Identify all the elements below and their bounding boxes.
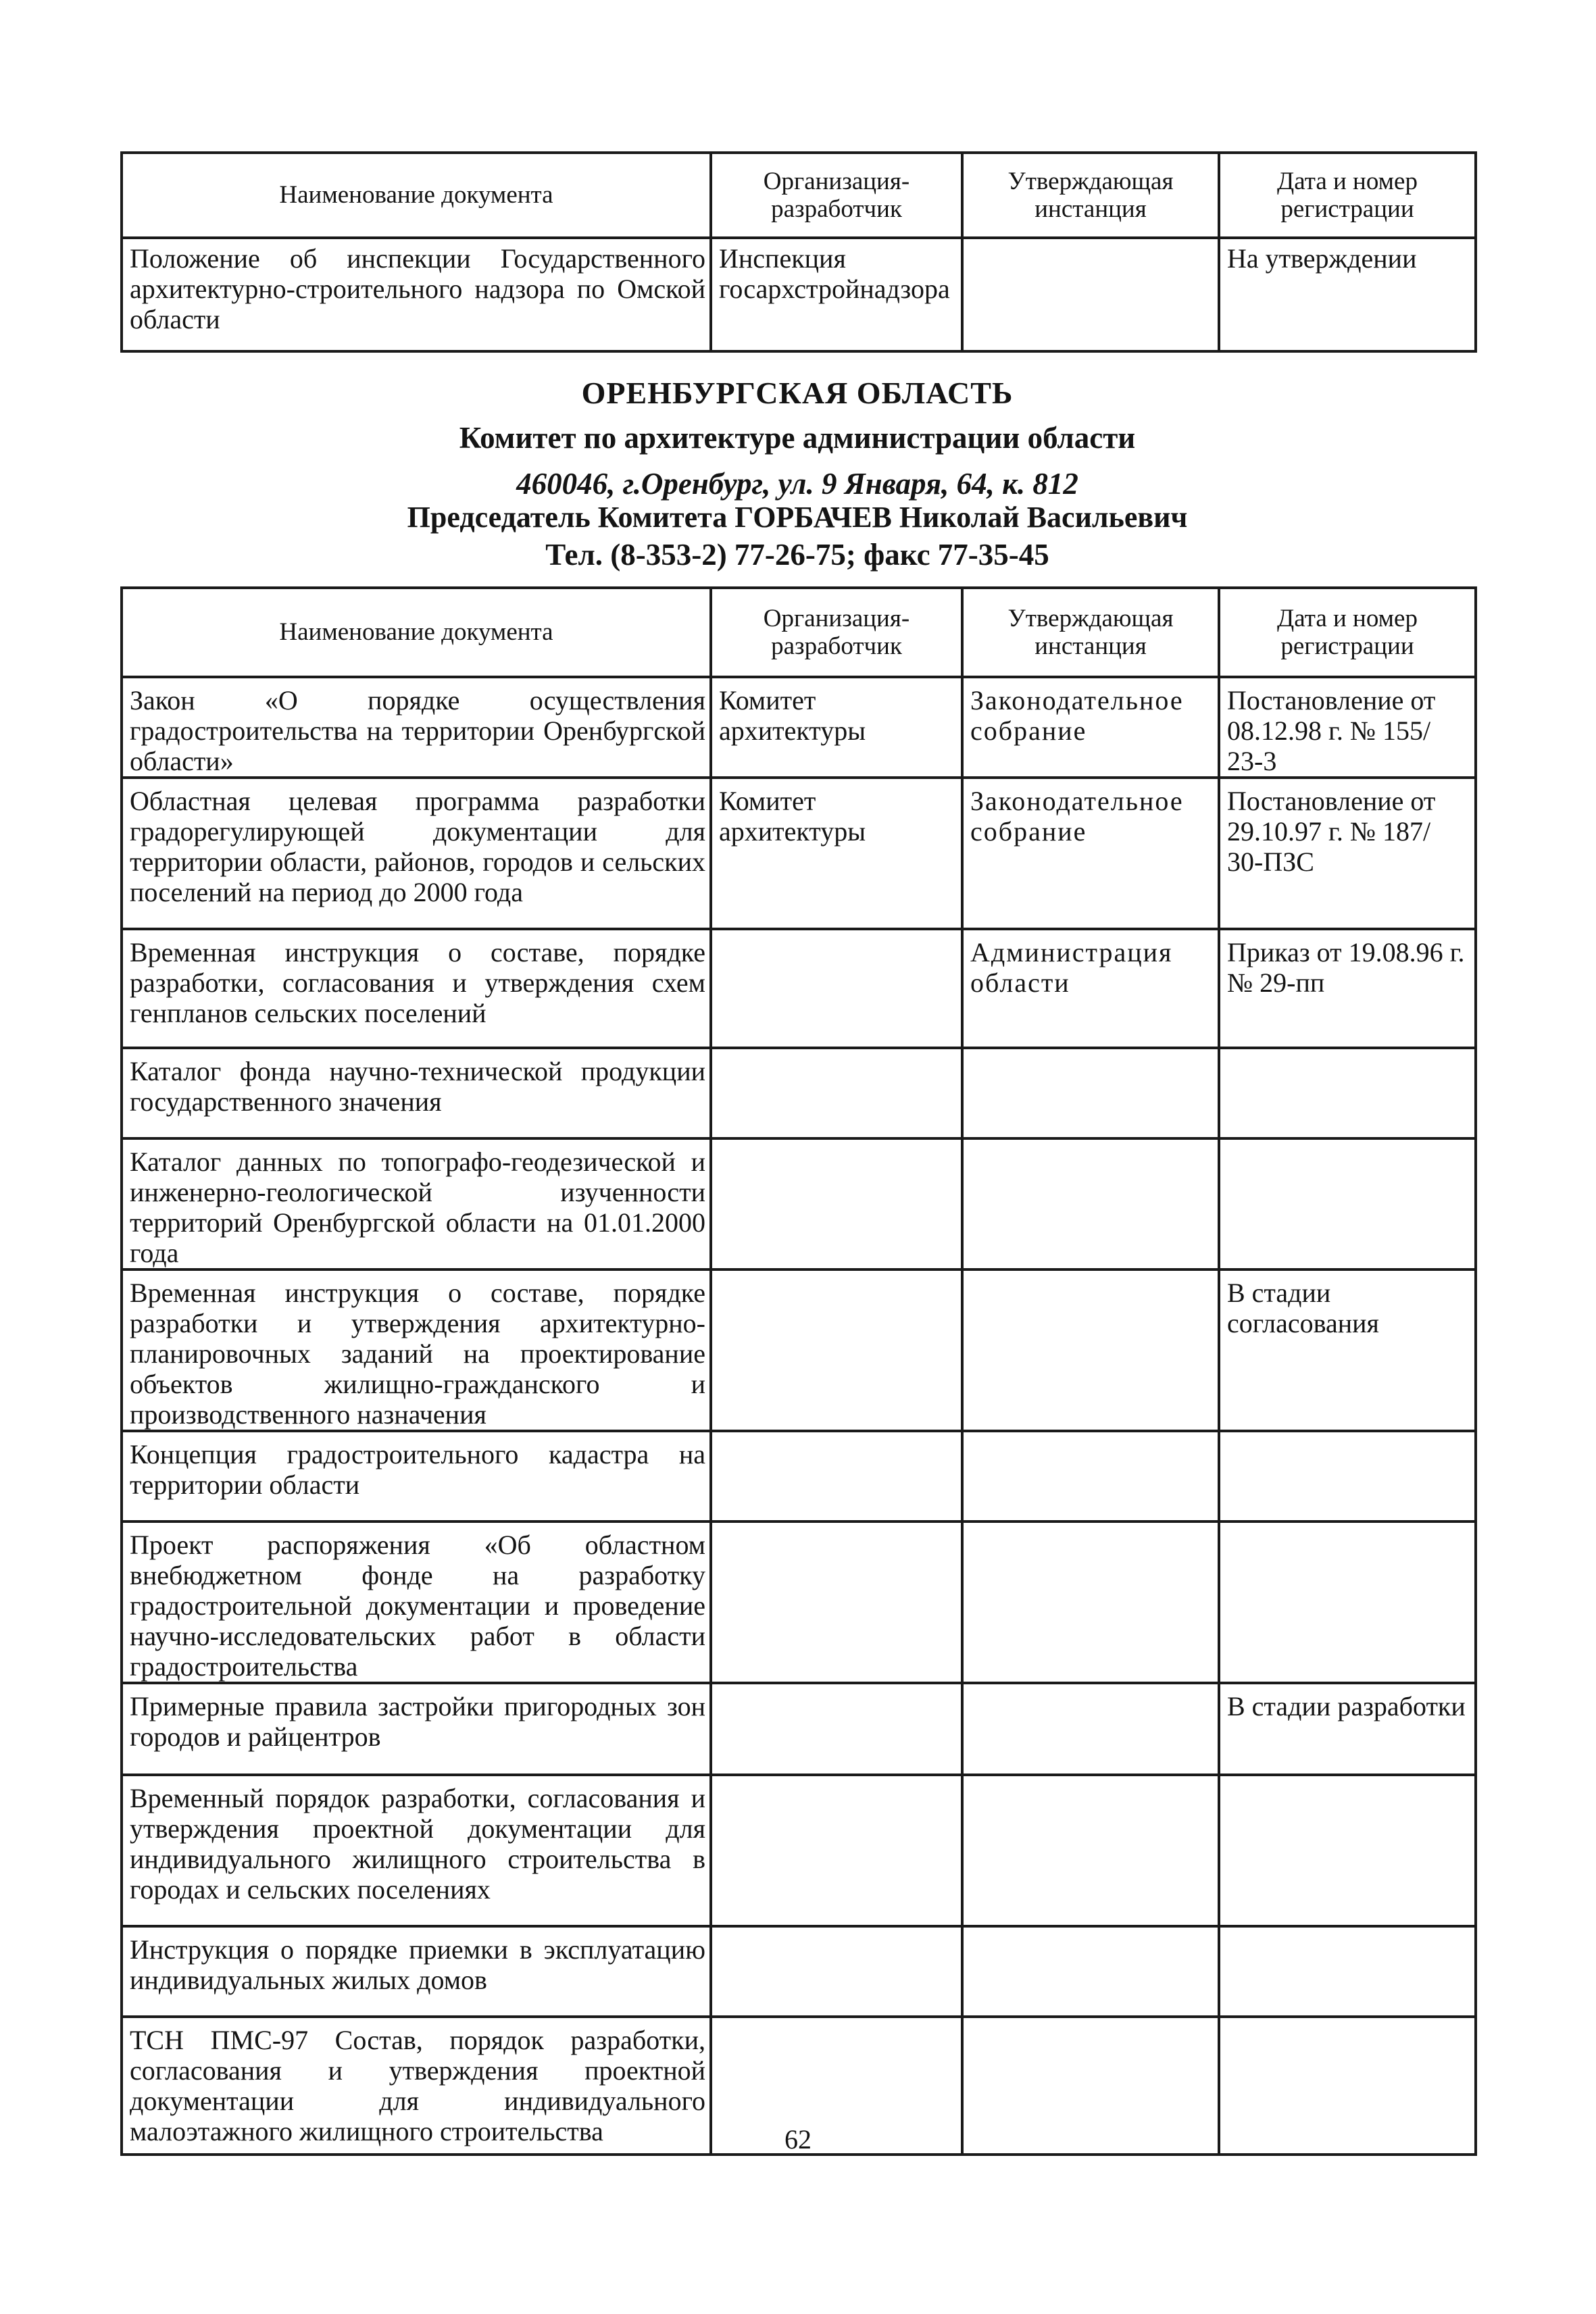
cell-registration	[1219, 1775, 1476, 1926]
cell-document-name: Временная инструкция о составе, порядке разработки и утверждения архитектурно-планировочных заданий на проектирование объектов жилищно-гражданского и производственного назначения	[122, 1269, 711, 1431]
page-number: 62	[784, 2124, 812, 2155]
column-header-registration: Дата и номер регистрации	[1219, 588, 1476, 677]
table-row	[122, 677, 1476, 778]
column-header-registration: Дата и номер регистрации	[1219, 153, 1476, 238]
cell-developer: Комитет архитектуры	[711, 778, 962, 929]
cell-approver	[962, 1431, 1219, 1521]
cell-document-name: Закон «О порядке осуществления градостроительства на территории Оренбургской области»	[122, 677, 711, 778]
cell-registration: На утверждении	[1219, 238, 1476, 351]
table-row	[122, 1138, 1476, 1269]
table-row	[122, 1683, 1476, 1775]
cell-developer	[711, 1431, 962, 1521]
column-header-developer: Организация-разработчик	[711, 153, 962, 238]
column-header-developer: Организация-разработчик	[711, 588, 962, 677]
column-header-approver: Утверждающая инстанция	[962, 153, 1219, 238]
cell-document-name: Примерные правила застройки пригородных зон городов и райцентров	[122, 1683, 711, 1775]
cell-registration	[1219, 1521, 1476, 1683]
table-row	[122, 1431, 1476, 1521]
table-row	[122, 778, 1476, 929]
cell-registration: В стадии согласования	[1219, 1269, 1476, 1431]
cell-developer	[711, 1926, 962, 2017]
cell-document-name: Областная целевая программа разработки градорегулирующей документации для территории области, районов, городов и сельских поселений на период до 2000 года	[122, 778, 711, 929]
top-documents-table	[120, 151, 1477, 353]
cell-document-name: Концепция градостроительного кадастра на территории области	[122, 1431, 711, 1521]
cell-document-name: Проект распоряжения «Об областном внебюджетном фонде на разработку градостроительной документации и проведение научно-исследовательских работ в области градостроительства	[122, 1521, 711, 1683]
cell-developer	[711, 1048, 962, 1138]
cell-approver: Законодательное собрание	[962, 677, 1219, 778]
oblast-documents-table	[120, 586, 1477, 2156]
cell-approver	[962, 1926, 1219, 2017]
cell-approver	[962, 238, 1219, 351]
cell-developer	[711, 1269, 962, 1431]
cell-registration	[1219, 1431, 1476, 1521]
cell-approver	[962, 1048, 1219, 1138]
table-row	[122, 929, 1476, 1048]
cell-approver	[962, 1269, 1219, 1431]
cell-approver: Администрация области	[962, 929, 1219, 1048]
cell-registration: Постановление от 08.12.98 г. № 155/ 23-3	[1219, 677, 1476, 778]
cell-document-name: Каталог фонда научно-технической продукции государственного значения	[122, 1048, 711, 1138]
table-row	[122, 238, 1476, 351]
cell-approver: Законодательное собрание	[962, 778, 1219, 929]
cell-document-name: Положение об инспекции Государственного архитектурно-строительного надзора по Омской области	[122, 238, 711, 351]
column-header-approver: Утверждающая инстанция	[962, 588, 1219, 677]
cell-developer	[711, 929, 962, 1048]
organization-heading: Комитет по архитектуре администрации области	[459, 421, 1136, 455]
cell-document-name: Временный порядок разработки, согласования и утверждения проектной документации для индивидуального жилищного строительства в городах и сельских поселениях	[122, 1775, 711, 1926]
region-heading: ОРЕНБУРГСКАЯ ОБЛАСТЬ	[581, 376, 1014, 410]
cell-document-name: Временная инструкция о составе, порядке разработки, согласования и утверждения схем генпланов сельских поселений	[122, 929, 711, 1048]
cell-approver	[962, 1138, 1219, 1269]
cell-registration	[1219, 1926, 1476, 2017]
organization-chairman: Председатель Комитета ГОРБАЧЕВ Николай Васильевич	[407, 501, 1188, 534]
cell-registration: Приказ от 19.08.96 г. № 29-пп	[1219, 929, 1476, 1048]
cell-developer	[711, 1138, 962, 1269]
table-header-row	[122, 153, 1476, 238]
column-header-name: Наименование документа	[122, 588, 711, 677]
cell-developer	[711, 1683, 962, 1775]
cell-approver	[962, 1775, 1219, 1926]
table-row	[122, 1521, 1476, 1683]
cell-document-name: Инструкция о порядке приемки в эксплуатацию индивидуальных жилых домов	[122, 1926, 711, 2017]
cell-developer	[711, 1521, 962, 1683]
table-row	[122, 1048, 1476, 1138]
cell-document-name: ТСН ПМС-97 Состав, порядок разработки, согласования и утверждения проектной документации для индивидуального малоэтажного жилищного строительства	[122, 2017, 711, 2155]
cell-approver	[962, 1521, 1219, 1683]
cell-approver	[962, 1683, 1219, 1775]
table-row	[122, 1775, 1476, 1926]
cell-document-name: Каталог данных по топографо-геодезической и инженерно-геологической изученности территорий Оренбургской области на 01.01.2000 года	[122, 1138, 711, 1269]
table-row	[122, 1926, 1476, 2017]
cell-registration	[1219, 1048, 1476, 1138]
cell-registration	[1219, 1138, 1476, 1269]
table-row	[122, 1269, 1476, 1431]
cell-developer: Инспекция госархстройнадзора	[711, 238, 962, 351]
cell-developer: Комитет архитектуры	[711, 677, 962, 778]
cell-registration: Постановление от 29.10.97 г. № 187/ 30-ПЗС	[1219, 778, 1476, 929]
organization-phone: Тел. (8-353-2) 77-26-75; факс 77-35-45	[545, 538, 1049, 572]
cell-developer	[711, 1775, 962, 1926]
organization-address: 460046, г.Оренбург, ул. 9 Января, 64, к. 812	[516, 467, 1078, 501]
table-header-row	[122, 588, 1476, 677]
column-header-name: Наименование документа	[122, 153, 711, 238]
cell-registration: В стадии разработки	[1219, 1683, 1476, 1775]
